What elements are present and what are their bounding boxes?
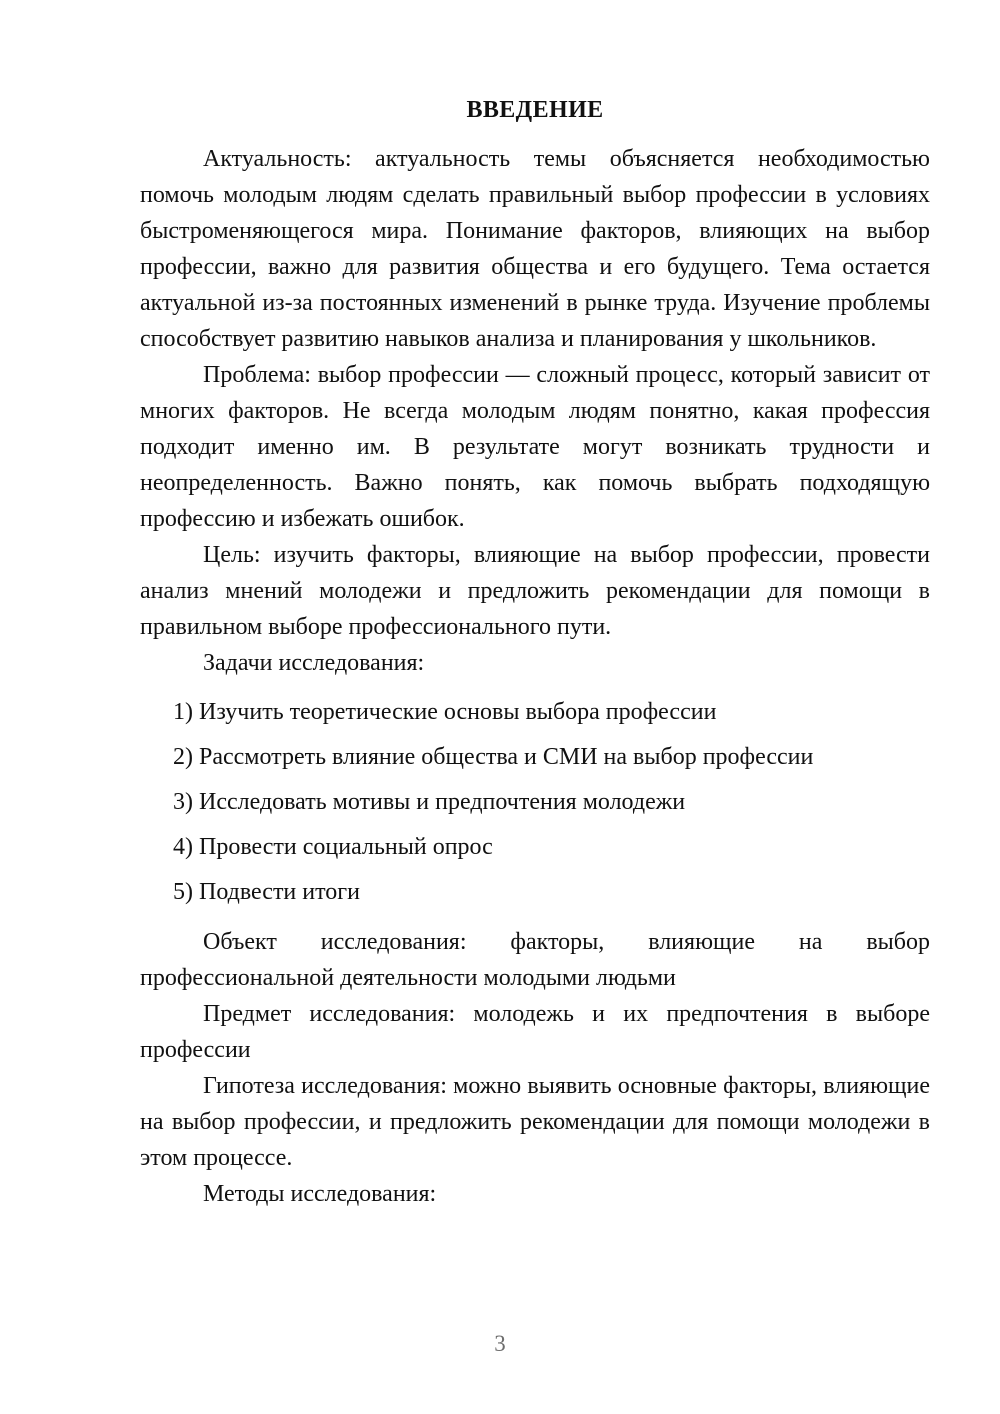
list-item-number: 4) — [173, 834, 199, 860]
list-spacer — [140, 915, 930, 924]
document-text-column — [140, 0, 930, 1212]
page-title: ВВЕДЕНИЕ — [466, 97, 604, 123]
list-item — [140, 690, 930, 735]
list-item — [140, 825, 930, 870]
list-item-number: 1) — [173, 699, 199, 725]
list-item-number: 2) — [173, 744, 199, 770]
list-item-text: Рассмотреть влияние общества и СМИ на выбор профессии — [199, 744, 814, 770]
list-item — [140, 780, 930, 825]
paragraph-relevance: Актуальность: актуальность темы объясняется необходимостью помочь молодым людям сделать правильный выбор профессии в условиях быстроменяющегося мира. Понимание факторов, влияющих на выбор профессии, важно для развития общества и его будущего. Тема остается актуальной из-за постоянных изменений в рынке труда. Изучение проблемы способствует развитию навыков анализа и планирования у школьников. — [140, 146, 930, 352]
paragraph-goal: Цель: изучить факторы, влияющие на выбор профессии, провести анализ мнений молодежи и предложить рекомендации для помощи в правильном выборе профессионального пути. — [140, 542, 930, 640]
paragraph-hypothesis: Гипотеза исследования: можно выявить основные факторы, влияющие на выбор профессии, и предложить рекомендации для помощи молодежи в этом процессе. — [140, 1073, 930, 1171]
list-item-text: Провести социальный опрос — [199, 834, 493, 860]
list-item — [140, 870, 930, 915]
list-item-text: Подвести итоги — [199, 879, 360, 905]
list-item — [140, 735, 930, 780]
list-spacer — [140, 681, 930, 690]
heading-research-methods: Методы исследования: — [203, 1181, 437, 1207]
list-item-text: Исследовать мотивы и предпочтения молодежи — [199, 789, 686, 815]
paragraph-subject: Предмет исследования: молодежь и их предпочтения в выборе профессии — [140, 1001, 930, 1063]
list-item-text: Изучить теоретические основы выбора профессии — [199, 699, 717, 725]
paragraph-object: Объект исследования: факторы, влияющие на выбор профессиональной деятельности молодыми людьми — [140, 929, 930, 991]
list-item-number: 5) — [173, 879, 199, 905]
paragraph-problem: Проблема: выбор профессии — сложный процесс, который зависит от многих факторов. Не всегда молодым людям понятно, какая профессия подходит именно им. В результате могут возникать трудности и неопределенность. Важно понять, как помочь выбрать подходящую профессию и избежать ошибок. — [140, 362, 930, 532]
page-number: 3 — [494, 1331, 506, 1356]
heading-research-tasks: Задачи исследования: — [203, 650, 425, 676]
list-item-number: 3) — [173, 789, 199, 815]
document-body — [140, 141, 930, 1212]
research-tasks-list — [140, 690, 930, 915]
